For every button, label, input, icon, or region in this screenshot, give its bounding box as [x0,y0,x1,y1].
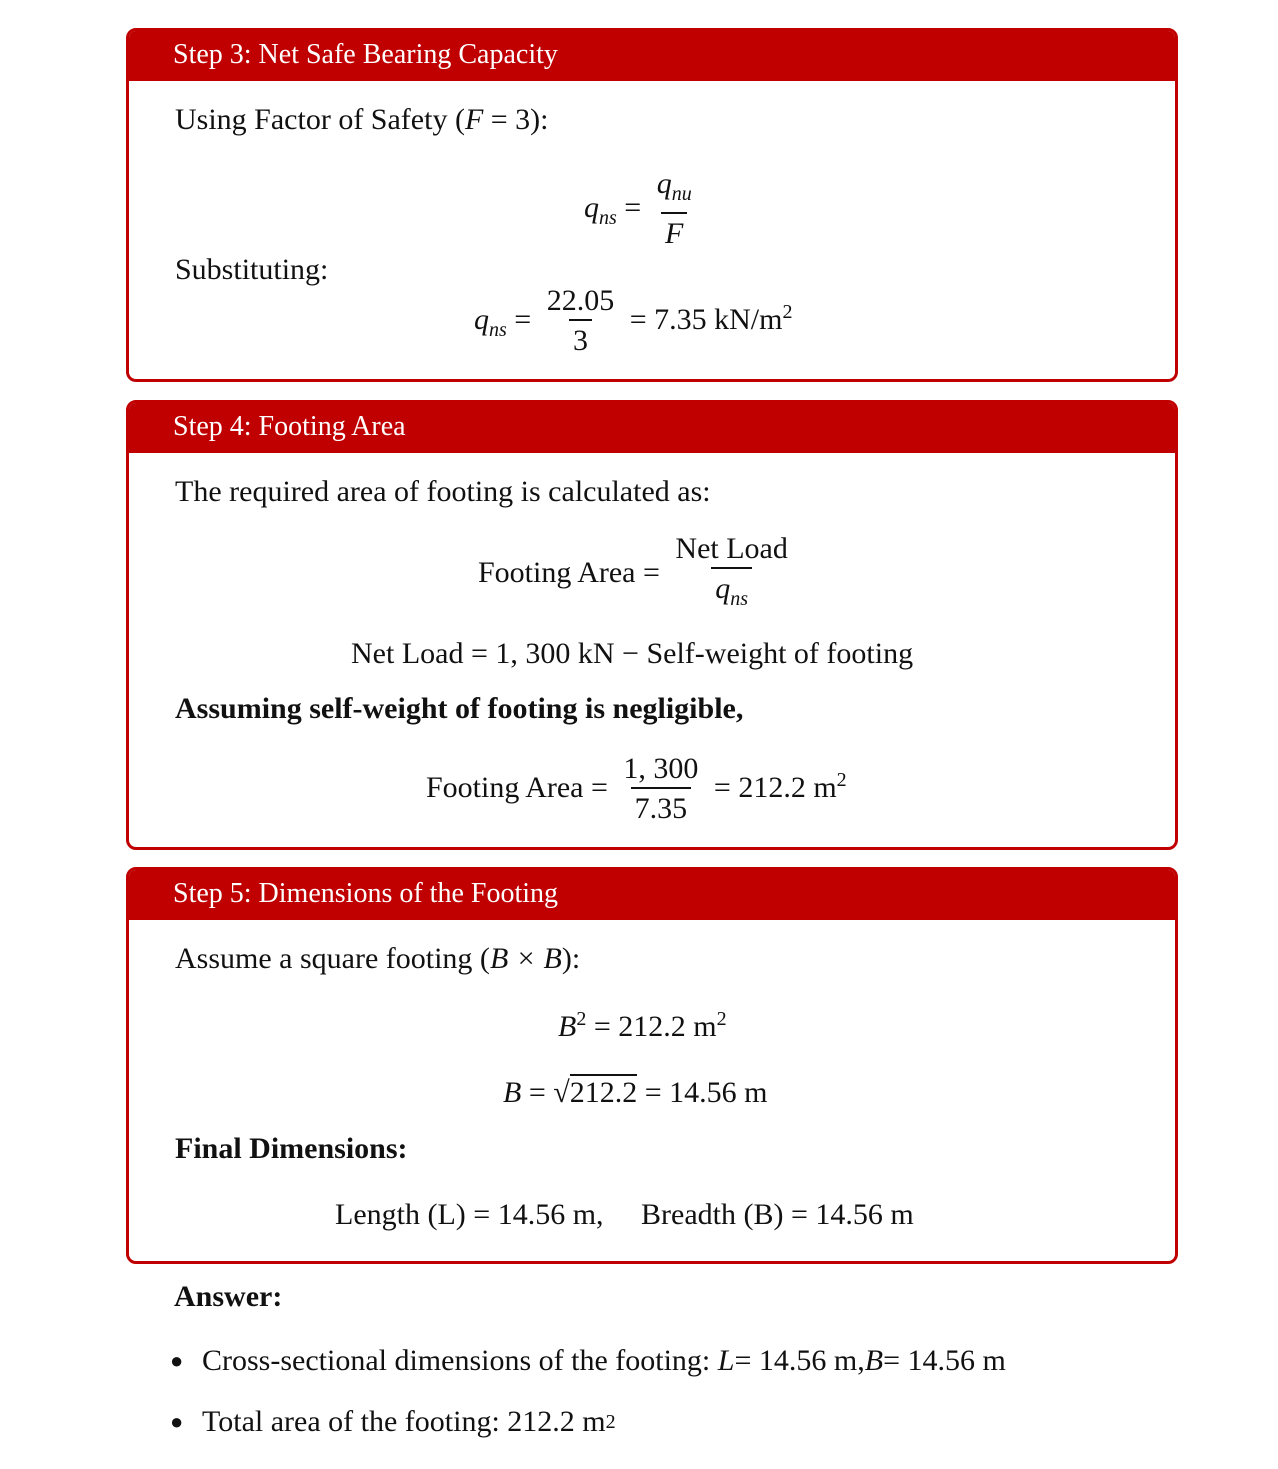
step4-assumption: Assuming self-weight of footing is negligible, [175,692,744,725]
bullet-icon: ● [170,1408,184,1434]
step4-net-load: Net Load = 1, 300 kN − Self-weight of footing [351,637,914,670]
step3-intro: Using Factor of Safety (F = 3): [175,103,549,136]
list-item: ● Cross-sectional dimensions of the footing: L = 14.56 m, B = 14.56 m [170,1330,1006,1391]
fraction: $\frac{22.05}{3}$ [543,283,619,361]
step3-substitution: $q_{ns}$ = $\frac{22.05}{3}$ = 7.35 $kN/m^2$ [474,283,792,361]
answer-title: Answer: [174,1280,283,1313]
step5-final-label: Final Dimensions: [175,1132,408,1165]
step5-intro: Assume a square footing (B × B): [175,942,581,975]
step4-formula: Footing Area = $\frac{\text{Net Load}}{q_{ns}}$ [478,531,796,619]
list-item: ● Total area of the footing: 212.2 m 2 [170,1391,1006,1452]
fraction: $\frac{q_{nu}}{F}$ [653,166,696,254]
step4-intro: The required area of footing is calculated as: [175,475,711,508]
step5-b-eq: B = √212.2 = 14.56 m [503,1076,768,1109]
step4-title: Step 4: Footing Area [129,403,1175,453]
step3-substituting: Substituting: [175,253,329,286]
bullet-icon: ● [170,1347,184,1373]
step3-box [126,28,1178,382]
step5-final-eq: Length (L) = 14.56 m, Breadth (B) = 14.56 m [335,1198,914,1231]
step4-result: Footing Area = $\frac{1, 300}{7.35}$ = 212.2 $m^2$ [426,751,847,829]
step3-formula: $q_{ns}$ = $\frac{q_{nu}}{F}$ [584,166,700,254]
step3-title: Step 3: Net Safe Bearing Capacity [129,31,1175,81]
step4-box [126,400,1178,850]
step5-title: Step 5: Dimensions of the Footing [129,870,1175,920]
answer-list [170,1330,1006,1452]
step5-box [126,867,1178,1264]
fraction: $\frac{1, 300}{7.35}$ [619,751,702,829]
step5-area-eq: $B^2 = 212.2$ $m^2$ [558,1008,727,1043]
fraction: $\frac{\text{Net Load}}{q_{ns}}$ [671,531,791,619]
